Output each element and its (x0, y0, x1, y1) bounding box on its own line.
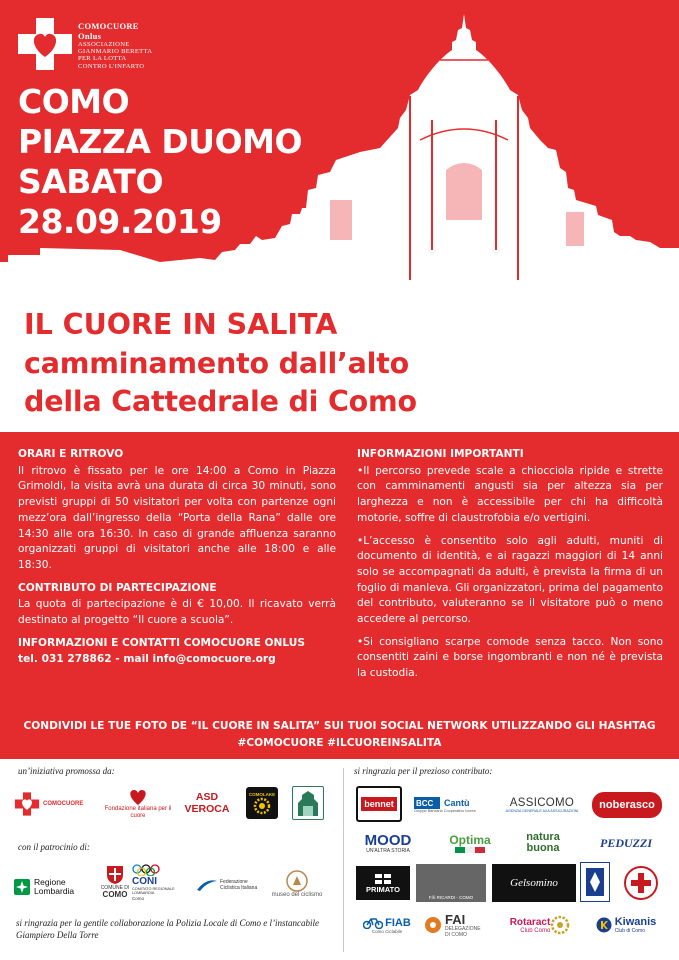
crest-icon (584, 866, 606, 898)
title-sub-2: della Cattedrale di Como (24, 385, 417, 418)
gear-icon (253, 797, 271, 815)
natura-text-1: natura (526, 831, 560, 843)
logo-rotaract (500, 908, 580, 942)
fai-flower-icon (424, 916, 442, 934)
kiwanis-text: Kiwanis (614, 916, 657, 928)
logo-asd-veroca: ASD VEROCA (184, 791, 230, 815)
headline-place: PIAZZA DUOMO (18, 122, 303, 161)
comune-text-b: COMO (102, 890, 128, 899)
important-bullet-2: •L’accesso è consentito solo agli adulti, muniti di documento di identità, e ai ragazzi maggiori di 14 anni solo se accompagnati da adulti, è prevista la firma di un foglio di manleva. Gli organizzatori, prima del pagamento del contributo, valuteranno se il visitatore può o meno accedere al percorso. (357, 534, 663, 626)
logo-optima (440, 826, 500, 860)
comune-text-a: COMUNE DI (100, 885, 130, 891)
logo-kiwanis (588, 908, 664, 942)
headline-day: SABATO (18, 162, 164, 201)
ricardi-text: F.lli RICARDI - COMO (428, 895, 474, 900)
swoosh-icon (196, 878, 218, 892)
logo-line-2: GIANMARIO BERETTA (78, 48, 153, 56)
bcc-sub: Gruppo Bancario Cooperativo Iccrea (414, 809, 476, 813)
logo-natura-buona (512, 826, 574, 860)
fiab-text: FIAB (385, 916, 411, 929)
mood-text: MOOD (364, 831, 412, 849)
regione-text: Regione Lombardia (34, 877, 75, 896)
coni-text: CONI (132, 875, 157, 887)
primato-text: PRIMATO (366, 884, 400, 894)
fai-sub-2: DI COMO (445, 931, 467, 938)
section-heading-contacts: INFORMAZIONI E CONTATTI COMOCUORE ONLUS (18, 636, 306, 649)
fiab-row (363, 917, 411, 929)
sponsor-divider (343, 768, 344, 952)
assicomo-sub: AGENZIA GENERALE AXA ASSICURAZIONI (505, 809, 579, 813)
bennet-text: bennet (361, 797, 397, 811)
comolake-text: COMOLAKE (248, 791, 276, 797)
fai-text-block (445, 913, 481, 938)
share-hashtags (0, 718, 679, 752)
logo-bennet (356, 786, 402, 822)
bcc-text: Cantù (444, 798, 470, 808)
heart-icon (128, 788, 148, 806)
section-heading-fee: CONTRIBUTO DI PARTECIPAZIONE (18, 581, 217, 594)
rotaract-sub: Club Como (520, 927, 551, 934)
kiwanis-k-icon (596, 917, 612, 933)
headline-city: COMO (18, 82, 130, 121)
logo-fai (424, 906, 494, 944)
logo-gelsomino: Gelsomino (492, 864, 576, 902)
headline-date: 28.09.2019 (18, 202, 222, 241)
share-text: CONDIVIDI LE TUE FOTO DE “IL CUORE IN SALITA” SUI TUOI SOCIAL NETWORK UTILIZZANDO GLI HASHTAG (23, 720, 656, 732)
title-sub-1: camminamento dall’alto (24, 347, 410, 380)
heart-cross-icon (16, 16, 74, 72)
olympic-rings-icon (132, 864, 160, 876)
logo-noberasco: noberasco (592, 792, 662, 818)
thanks-label: si ringrazia per il prezioso contributo: (354, 766, 493, 776)
cyclist-icon (286, 870, 308, 892)
section-text-fee: La quota di partecipazione è di € 10,00. Il ricavato verrà destinato al progetto “Il cuore a scuola”. (18, 598, 336, 627)
logo-comocuore (14, 785, 98, 823)
logo-bcc-cantu (414, 792, 490, 818)
coni-sub-2: Como (132, 895, 145, 901)
coni-sub: COMITATO REGIONALE LOMBARDIA (132, 886, 175, 895)
rose-icon (14, 879, 30, 895)
fai-text: FAI (445, 911, 466, 927)
rotary-wheel-icon (550, 915, 570, 935)
logo-museo-ciclismo (266, 866, 328, 902)
fondazione-text: Fondazione italiana per il cuore (104, 806, 172, 819)
event-headline (18, 82, 302, 242)
natura-text-2: buona (526, 842, 560, 854)
logo-primato (356, 866, 410, 900)
fci-text: Federazione Ciclistica Italiana (220, 879, 258, 891)
comocuore-logo (16, 16, 156, 72)
bcc-row (414, 797, 470, 809)
bcc-icon (414, 797, 440, 809)
building-icon (295, 789, 321, 817)
logo-line-3: PER LA LOTTA (78, 55, 127, 63)
logo-name: COMOCUORE Onlus (78, 21, 139, 41)
logo-line-4: CONTRO L'INFARTO (78, 62, 145, 70)
hashtags: #COMOCUORE #ILCUOREINSALITA (237, 737, 442, 749)
primato-mark-icon (374, 873, 392, 885)
important-bullet-3: •Si consigliano scarpe comode senza tacco. Non sono consentiti zaini e borse ingombranti e non né è prevista la custodia. (357, 635, 663, 680)
logo-text (78, 21, 156, 70)
assicomo-text: ASSICOMO (509, 797, 575, 809)
logo-peduzzi: PEDUZZI (600, 835, 652, 850)
fai-sub-1: DELEGAZIONE (445, 925, 481, 932)
fiab-sub: Como Ciclabile (371, 928, 403, 934)
logo-coni (132, 860, 188, 904)
logo-red-cross (622, 864, 660, 902)
flag-stripe-icon (455, 847, 485, 853)
coat-of-arms-icon (106, 865, 124, 885)
logo-comolake (246, 787, 278, 819)
museo-text: museo del ciclismo (271, 891, 323, 898)
logo-fondazione (104, 785, 172, 823)
rotaract-text: Rotaract (509, 916, 551, 928)
logo-ricardi (416, 864, 486, 902)
contact-line: tel. 031 278862 - mail info@comocuore.org (18, 653, 276, 666)
logo-duomo-building (292, 786, 324, 820)
info-column-right (357, 447, 663, 689)
title-main: IL CUORE IN SALITA (24, 308, 338, 341)
logo-fiab (356, 908, 418, 942)
section-heading-important: INFORMAZIONI IMPORTANTI (357, 448, 524, 460)
red-cross-icon (623, 865, 659, 901)
info-column-left (18, 447, 336, 668)
mood-sub: UN'ALTRA STORIA (366, 847, 410, 854)
rotaract-text-block (510, 917, 551, 934)
footer-thanks: si ringrazia per la gentile collaborazione la Polizia Locale di Como e l’instancabile Giampiero Della Torre (16, 918, 319, 940)
section-text-times: Il ritrovo è fissato per le ore 14:00 a Como in Piazza Grimoldi, la visita avrà una durata di circa 30 minuti, sono previsti gruppi di 50 visitatori per volta con partenze ogni mezz’ora dall’ingresso della “Porta della Rana” dalle ore 14:30 alle ora 16:30. In caso di grande affluenza saranno organizzati gruppi di visitatori anche alle 18:00 e alle 18:30. (18, 464, 336, 571)
logo-fci (196, 870, 260, 900)
optima-text: Optima (449, 833, 491, 847)
important-bullet-1: •Il percorso prevede scale a chiocciola ripide e strette con camminamenti angusti sia per altezza sia per larghezza e non è accessibile per chi ha difficoltà motorie, soffre di claustrofobia e/o vertigini. (357, 464, 663, 524)
svg-text:BCC: BCC (416, 799, 434, 808)
logo-mood (356, 828, 420, 858)
bicycle-icon (363, 917, 383, 929)
logo-vertical-crest (580, 862, 610, 902)
logo-regione-lombardia (14, 872, 88, 902)
logo-assicomo (502, 790, 582, 820)
section-heading-times: ORARI E RITROVO (18, 448, 124, 460)
promoted-by-label: un’iniziativa promossa da: (18, 766, 115, 776)
event-title (24, 305, 664, 421)
logo-line-1: ASSOCIAZIONE (78, 41, 130, 48)
patronage-label: con il patrocinio di: (18, 842, 90, 852)
kiwanis-text-block (615, 916, 657, 934)
comocuore-sponsor-text: COMOCUORE (43, 801, 84, 807)
cross-heart-icon (14, 791, 40, 817)
kiwanis-sub: Club di Como (614, 928, 645, 934)
